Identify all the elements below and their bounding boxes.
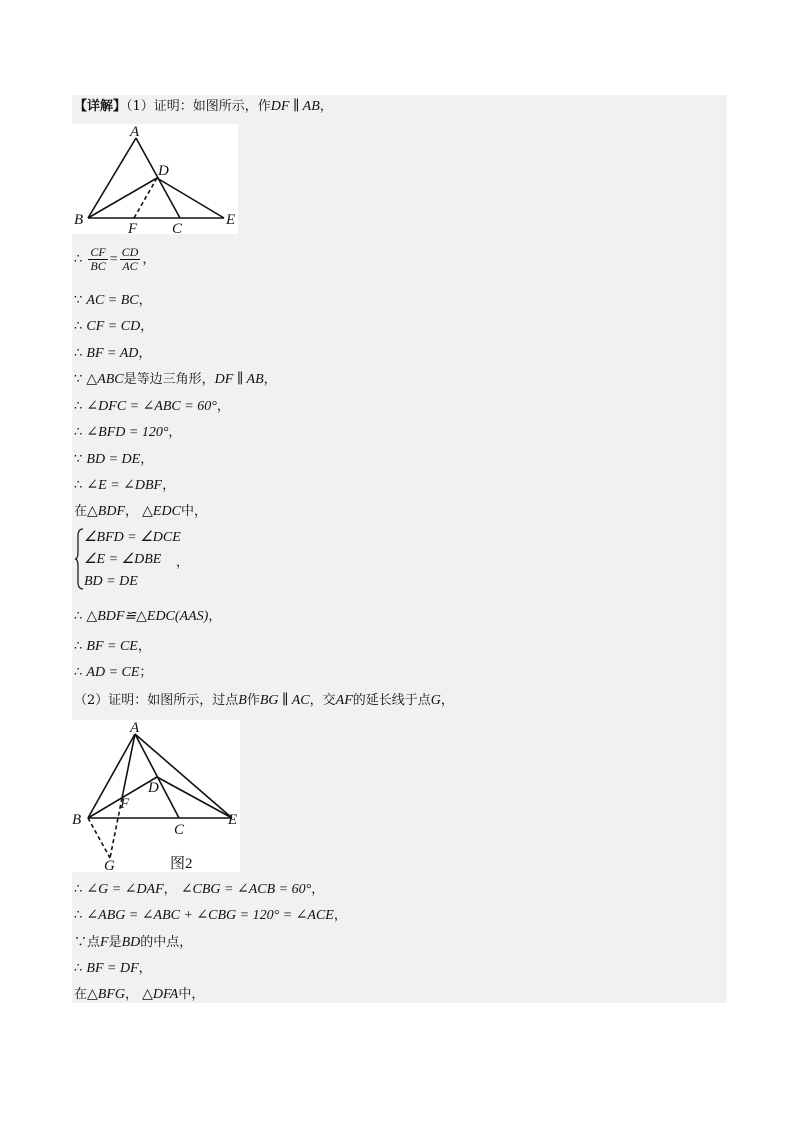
figure-caption: 图2 <box>170 856 193 872</box>
in-triangles-line: 在△BFG， △DFA中， <box>74 987 205 1002</box>
label-A: A <box>130 720 140 736</box>
proof-line: ∴ ∠E = ∠DBF， <box>74 478 176 493</box>
proof-line: ∴ ∠ABG = ∠ABC + ∠CBG = 120° = ∠ACE， <box>74 908 347 923</box>
label-B: B <box>74 212 84 228</box>
system-tail: ， <box>176 555 190 570</box>
fraction-step: ∴ $\frac{CF}{BC}$ = $\frac{CD}{AC}$ ， <box>74 245 156 273</box>
proof-line: ∴ BF = CE， <box>74 639 151 654</box>
segment-AE <box>135 734 232 818</box>
proof-line: ∴ ∠DFC = ∠ABC = 60°， <box>74 399 230 414</box>
proof-line: ∴ BF = AD， <box>74 346 152 361</box>
part2-header: （2）证明：如图所示，过点B作BG ∥ AC，交AF的延长线于点G， <box>74 693 454 708</box>
proof-line: ∵点F是BD的中点， <box>74 935 193 950</box>
segment-AB <box>88 138 136 218</box>
label-F: F <box>120 796 130 812</box>
segment-AF <box>122 734 135 798</box>
segment-BG-dashed <box>88 818 110 858</box>
proof-line: ∴ AD = CE； <box>74 665 153 680</box>
label-E: E <box>226 212 236 228</box>
segment-AC <box>135 734 179 818</box>
fraction-cd-ac: $\frac{CD}{AC}$ <box>121 245 139 273</box>
segment-BD <box>88 178 157 218</box>
label-A: A <box>130 124 140 140</box>
label-C: C <box>174 822 185 838</box>
figure-2 <box>72 720 240 872</box>
label-F: F <box>128 221 138 234</box>
proof-line: ∵ BD = DE， <box>74 452 154 467</box>
left-brace <box>74 528 84 590</box>
proof-line: ∵ △ABC是等边三角形，DF ∥ AB， <box>74 372 277 387</box>
solution-header: 【详解】（1）证明：如图所示，作DF ∥ AB， <box>74 99 333 114</box>
congruence-line: ∴ △BDF≌△EDC(AAS)， <box>74 609 222 624</box>
system-row: ∠BFD = ∠DCE <box>84 530 181 545</box>
label-D: D <box>158 163 169 179</box>
proof-line: ∴ ∠G = ∠DAF， ∠CBG = ∠ACB = 60°， <box>74 882 325 897</box>
proof-line: ∴ ∠BFD = 120°， <box>74 425 182 440</box>
segment-DE <box>157 178 224 218</box>
system-row: ∠E = ∠DBE <box>84 552 162 567</box>
figure-1 <box>72 124 238 234</box>
label-D: D <box>148 780 159 796</box>
proof-line: ∴ CF = CD， <box>74 319 154 334</box>
in-triangles-line: 在△BDF， △EDC中， <box>74 504 207 519</box>
label-E: E <box>228 812 238 828</box>
label-B: B <box>72 812 82 828</box>
triangle-diagram-2 <box>72 720 240 872</box>
fraction-cf-bc: $\frac{CF}{BC}$ <box>90 245 106 273</box>
triangle-diagram-1 <box>72 124 238 234</box>
label-C: C <box>172 221 183 234</box>
system-row: BD = DE <box>84 574 138 589</box>
proof-line: ∴ BF = DF， <box>74 961 152 976</box>
label-G: G <box>104 858 115 872</box>
detail-tag: 【详解】 <box>74 99 127 114</box>
proof-line: ∵ AC = BC， <box>74 293 152 308</box>
